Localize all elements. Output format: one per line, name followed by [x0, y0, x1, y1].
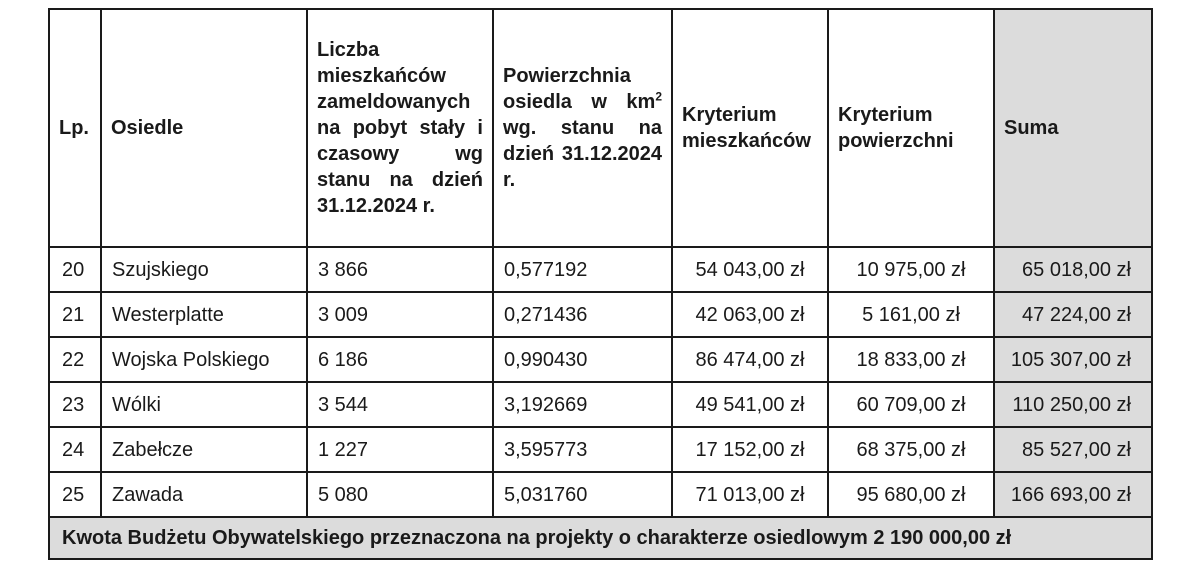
cell-kryterium-powierzchni: 95 680,00 zł [828, 472, 994, 517]
cell-suma: 65 018,00 zł [994, 247, 1152, 292]
cell-osiedle: Westerplatte [101, 292, 307, 337]
table-row [49, 292, 1152, 337]
cell-osiedle: Zawada [101, 472, 307, 517]
header-powierzchnia-sup: 2 [655, 89, 662, 104]
cell-kryterium-powierzchni: 5 161,00 zł [828, 292, 994, 337]
table-row [49, 382, 1152, 427]
cell-kryterium-powierzchni: 18 833,00 zł [828, 337, 994, 382]
cell-kryterium-mieszkancow: 86 474,00 zł [672, 337, 828, 382]
cell-mieszkancy: 3 866 [307, 247, 493, 292]
cell-lp: 20 [49, 247, 101, 292]
header-osiedle: Osiedle [101, 9, 307, 247]
cell-powierzchnia: 5,031760 [493, 472, 672, 517]
table-row [49, 247, 1152, 292]
cell-lp: 24 [49, 427, 101, 472]
cell-lp: 23 [49, 382, 101, 427]
cell-osiedle: Wojska Polskiego [101, 337, 307, 382]
cell-kryterium-powierzchni: 10 975,00 zł [828, 247, 994, 292]
cell-kryterium-mieszkancow: 71 013,00 zł [672, 472, 828, 517]
cell-kryterium-powierzchni: 60 709,00 zł [828, 382, 994, 427]
header-powierzchnia-text: Powierzchnia osiedla w km [503, 65, 656, 113]
cell-lp: 25 [49, 472, 101, 517]
cell-osiedle: Wólki [101, 382, 307, 427]
cell-lp: 21 [49, 292, 101, 337]
cell-kryterium-powierzchni: 68 375,00 zł [828, 427, 994, 472]
cell-suma: 110 250,00 zł [994, 382, 1152, 427]
budget-table [48, 8, 1153, 560]
cell-osiedle: Zabełcze [101, 427, 307, 472]
cell-kryterium-mieszkancow: 42 063,00 zł [672, 292, 828, 337]
cell-mieszkancy: 3 544 [307, 382, 493, 427]
header-lp: Lp. [49, 9, 101, 247]
header-kryterium-powierzchni: Kryterium powierzchni [828, 9, 994, 247]
cell-powierzchnia: 0,990430 [493, 337, 672, 382]
cell-kryterium-mieszkancow: 54 043,00 zł [672, 247, 828, 292]
cell-mieszkancy: 3 009 [307, 292, 493, 337]
header-powierzchnia [493, 9, 672, 247]
table-row [49, 472, 1152, 517]
cell-lp: 22 [49, 337, 101, 382]
header-mieszkancy: Liczba mieszkańców zameldowanych na pobyt stały i czasowy wg stanu na dzień 31.12.2024 r. [307, 9, 493, 247]
cell-powierzchnia: 3,192669 [493, 382, 672, 427]
cell-suma: 85 527,00 zł [994, 427, 1152, 472]
cell-mieszkancy: 6 186 [307, 337, 493, 382]
cell-kryterium-mieszkancow: 49 541,00 zł [672, 382, 828, 427]
cell-suma: 105 307,00 zł [994, 337, 1152, 382]
cell-kryterium-mieszkancow: 17 152,00 zł [672, 427, 828, 472]
cell-suma: 47 224,00 zł [994, 292, 1152, 337]
table-footer-row [49, 517, 1152, 559]
cell-powierzchnia: 3,595773 [493, 427, 672, 472]
cell-osiedle: Szujskiego [101, 247, 307, 292]
table-row [49, 427, 1152, 472]
cell-suma: 166 693,00 zł [994, 472, 1152, 517]
cell-mieszkancy: 5 080 [307, 472, 493, 517]
header-kryterium-mieszkancow: Kryterium mieszkańców [672, 9, 828, 247]
cell-powierzchnia: 0,271436 [493, 292, 672, 337]
cell-mieszkancy: 1 227 [307, 427, 493, 472]
footer-budget-total: Kwota Budżetu Obywatelskiego przeznaczona na projekty o charakterze osiedlowym 2 190 000,00 zł [49, 517, 1152, 559]
header-powierzchnia-rest: wg. stanu na dzień 31.12.2024 r. [503, 117, 662, 191]
table-header-row [49, 9, 1152, 247]
cell-powierzchnia: 0,577192 [493, 247, 672, 292]
header-suma: Suma [994, 9, 1152, 247]
table-row [49, 337, 1152, 382]
budget-table-container [48, 8, 1153, 560]
